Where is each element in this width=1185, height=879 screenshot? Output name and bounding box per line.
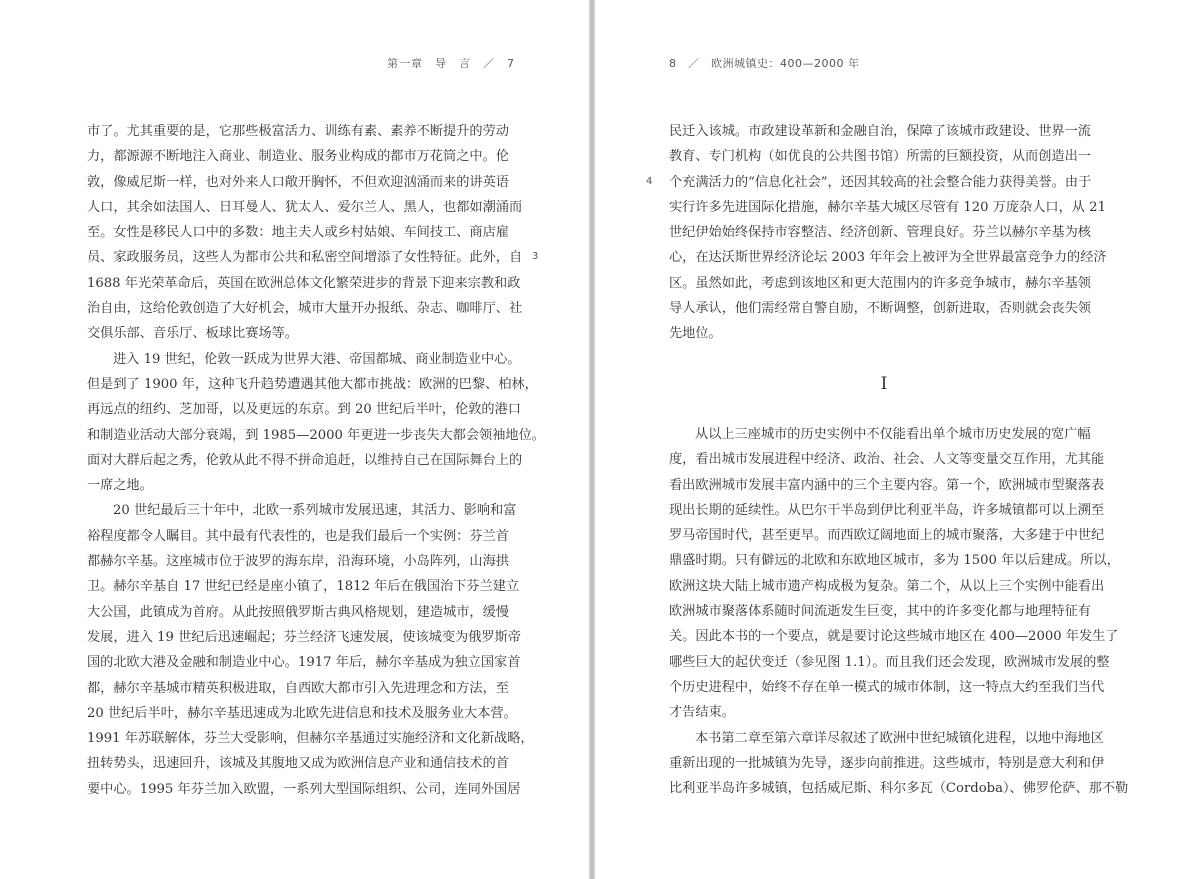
text-line: 关。因此本书的一个要点，就是要讨论这些城市地区在 400—2000 年发生了 [669,629,1119,645]
text-line: 罗马帝国时代，甚至更早。而西欧辽阔地面上的城市聚落，大多建于中世纪 [669,528,1105,544]
text-line: 要中心。1995 年芬兰加入欧盟，一系列大型国际组织、公司，连同外国居 [87,781,521,797]
text-line: 市了。尤其重要的是，它那些极富活力、训练有素、素养不断提升的劳动 [87,124,509,139]
text-line: 教育、专门机构（如优良的公共图书馆）所需的巨额投资，从而创造出一 [669,149,1091,165]
paragraph-group [669,422,1129,801]
right-page [595,0,1185,879]
text-line: 但是到了 1900 年，这种飞升趋势遭遇其他大都市挑战：欧洲的巴黎、柏林， [87,376,538,392]
text-line: 员、家政服务员，这些人为都市公共和私密空间增添了女性特征。此外，自 [87,250,523,266]
text-line: 度，看出城市发展进程中经济、政治、社会、人文等变量交互作用，尤其能 [669,452,1105,468]
text-line: 敦，像威尼斯一样，也对外来人口敞开胸怀，不但欢迎汹涌而来的讲英语 [87,174,509,190]
running-header: 第一章 导 言 ／ 7 [387,57,515,70]
text-line: 都赫尔辛基。这座城市位于波罗的海东岸，沿海环境，小岛阵列，山海拱 [87,554,509,570]
paragraph-group [669,119,1107,347]
text-line: 至。女性是移民人口中的多数：地主夫人或乡村姑娘、车间技工、商店雇 [87,225,509,241]
text-line: 20 世纪后半叶，赫尔辛基迅速成为北欧先进信息和技术及服务业大本营。 [87,705,517,721]
left-page [0,0,589,879]
text-line: 裕程度都令人瞩目。其中最有代表性的，也是我们最后一个实例：芬兰首 [87,528,509,544]
text-line: 大公国，此镇成为首府。从此按照俄罗斯古典风格规划，建造城市，缓慢 [87,604,509,620]
text-line: 才告结束。 [669,705,735,721]
text-line: 导人承认，他们需经常自警自励，不断调整，创新进取，否则就会丧失领 [669,301,1091,317]
text-line: 面对大群后起之秀，伦敦从此不得不拼命追赶，以维持自己在国际舞台上的 [87,452,523,468]
text-line: 世纪伊始始终保持市容整洁、经济创新、管理良好。芬兰以赫尔辛基为核 [669,225,1091,241]
body-text [669,119,1129,801]
text-line: 比利亚半岛许多城镇，包括威尼斯、科尔多瓦（Cordoba）、佛罗伦萨、那不勒 [669,781,1129,797]
text-line: 1688 年光荣革命后，英国在欧洲总体文化繁荣进步的背景下迎来宗教和政 [87,275,521,291]
text-line: 欧洲城市聚落体系随时间流逝发生巨变，其中的许多变化都与地理特征有 [669,604,1091,620]
text-line: 实行许多先进国际化措施，赫尔辛基大城区尽管有 120 万庞杂人口，从 21 [669,199,1106,215]
text-line: 力，都源源不断地注入商业、制造业、服务业构成的都市万花筒之中。伦 [87,149,509,165]
text-line: 20 世纪最后三十年中，北欧一系列城市发展迅速，其活力、影响和富 [113,503,517,519]
text-line: 先地位。 [669,326,722,342]
text-line: 卫。赫尔辛基自 17 世纪已经是座小镇了，1812 年后在俄国治下芬兰建立 [87,579,520,595]
text-line: 1991 年苏联解体，芬兰大受影响，但赫尔辛基通过实施经济和文化新战略， [87,731,534,747]
text-line: 民迁入该城。市政建设革新和金融自治，保障了该城市政建设、世界一流 [669,124,1091,139]
text-line: 哪些巨大的起伏变迁（参见图 1.1）。而且我们还会发现，欧洲城市发展的整 [669,654,1110,670]
text-line: 进入 19 世纪，伦敦一跃成为世界大港、帝国都城、商业制造业中心。 [113,351,521,367]
text-line: 人口，其余如法国人、日耳曼人、犹太人、爱尔兰人、黑人，也都如潮涌而 [87,199,523,215]
body-text [87,119,545,802]
text-line: 看出欧洲城市发展丰富内涵中的三个主要内容。第一个，欧洲城市型聚落表 [669,477,1105,493]
text-line: 交俱乐部、音乐厅、板球比赛场等。 [87,326,298,342]
section-heading: I [880,373,888,394]
text-line: 一席之地。 [87,478,153,494]
text-line: 现出长期的延续性。从巴尔干半岛到伊比利亚半岛，许多城镇都可以上溯至 [669,502,1105,518]
text-line: 鼎盛时期。只有僻远的北欧和东欧地区城市，多为 1500 年以后建成。所以， [669,553,1120,569]
text-line: 个历史进程中，始终不存在单一模式的城市体制，这一特点大约至我们当代 [669,679,1105,695]
text-line: 国的北欧大港及金融和制造业中心。1917 年后，赫尔辛基成为独立国家首 [87,655,521,671]
text-line: 从以上三座城市的历史实例中不仅能看出单个城市历史发展的宽广幅 [695,426,1091,442]
text-line: 扭转势头，迅速回升，该城及其腹地又成为欧洲信息产业和通信技术的首 [87,756,509,772]
text-line: 都，赫尔辛基城市精英积极进取，自西欧大都市引入先进理念和方法，至 [87,680,509,696]
running-header: 8 ／ 欧洲城镇史：400—2000 年 [669,57,860,70]
text-line: 重新出现的一批城镇为先导，逐步向前推进。这些城市，特别是意大利和伊 [669,755,1105,771]
text-line: 心，在达沃斯世界经济论坛 2003 年年会上被评为全世界最富竞争力的经济 [669,250,1107,266]
text-line: 再远点的纽约、芝加哥，以及更远的东京。到 20 世纪后半叶，伦敦的港口 [87,402,521,418]
text-line: 本书第二章至第六章详尽叙述了欧洲中世纪城镇化进程，以地中海地区 [695,730,1104,746]
text-line: 个充满活力的“信息化社会”，还因其较高的社会整合能力获得美誉。由于 [669,174,1092,190]
text-line: 区。虽然如此，考虑到该地区和更大范围内的许多竞争城市，赫尔辛基领 [669,275,1091,291]
text-line: 发展，进入 19 世纪后迅速崛起；芬兰经济飞速发展，使该城变为俄罗斯帝 [87,629,521,645]
margin-page-number: 4 [646,176,653,187]
text-line: 欧洲这块大陆上城市遗产构成极为复杂。第二个，从以上三个实例中能看出 [669,578,1105,594]
text-line: 和制造业活动大部分衰竭，到 1985—2000 年更进一步丧失大都会领袖地位。 [87,427,545,443]
text-line: 治自由，这给伦敦创造了大好机会，城市大量开办报纸、杂志、咖啡厅、社 [87,301,523,317]
margin-page-number: 3 [532,251,539,262]
